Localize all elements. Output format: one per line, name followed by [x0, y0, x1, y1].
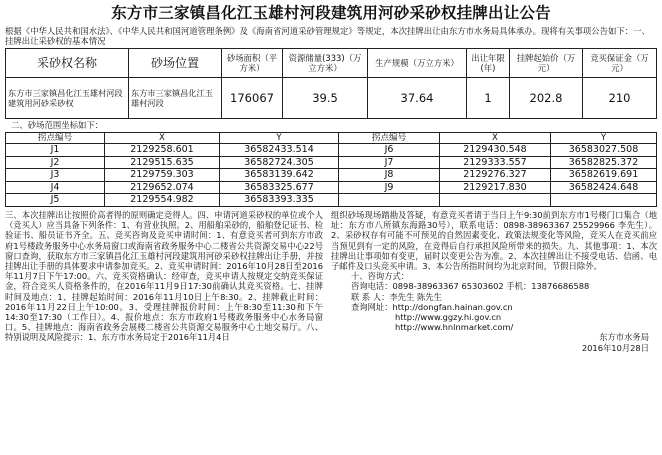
announcement-title: 东方市三家镇昌化江玉雄村河段建筑用河砂采砂权挂牌出让公告 [111, 4, 551, 22]
coord-cell: 36582724.305 [220, 156, 339, 169]
coord-cell: 2129759.303 [105, 169, 220, 182]
coord-header: X [105, 132, 220, 143]
coordinates-table [5, 132, 657, 207]
query-label: 查询网址： [351, 301, 393, 312]
coord-cell: J4 [6, 181, 105, 194]
cell-start-price: 202.8 [510, 78, 583, 119]
mining-rights-table [5, 48, 657, 119]
table-row [6, 144, 657, 157]
signature-date: 2016年10月28日 [581, 342, 649, 353]
contact-person: 联 系 人：李先生 陈先生 [351, 291, 442, 302]
left-column-text: 三、本次挂牌出让按照价高者得的原则确定竞得人。四、申请河道采砂权的单位或个人（竞买人）应当具备下列条件：1、有营业执照。2、用船舶采砂的，船舶登记证书、检验证书、船员证书齐全。五、竞买咨询及竞买申请时间：1、有意竞买者可到东方市政府1号楼政务服务中心水务局窗口或海南省政务服务中心二楼省公共资源交易中心22号窗口查询，获取东方市三家镇昌化江玉雄村河段建筑用河砂采砂权挂牌出让手册，并按挂牌出让手册的具体要求申请参加竞买。2、竞买申请时间：2016年10月28日至2016年11月7日下午17:00。六、竞买资格确认：经审查，竞买申请人按规定交纳竞买保证金，符合竞买人资格条件的，在2016年11月9日17:30前确认其竞买资格。七、挂牌时间及地点：1、挂牌起始时间：2016年11月10日上午8:30。2、挂牌截止时间：2016年11月22日上午10:00。3、受理挂牌报价时间：上午8:30至11:30和下午14:30至17:30（工作日）。4、报价地点：东方市政府1号楼政务服务中心水务局窗口。5、挂牌地点：海南省政务会展楼二楼省公共资源交易服务中心土地交易厅。八、特别说明及风险提示：1、东方市水务局定于2016年11月4日 [5, 210, 323, 343]
coord-cell: J8 [339, 169, 440, 182]
table-header-row [6, 49, 657, 78]
coord-cell: 2129430.548 [440, 144, 551, 157]
header-start-price: 挂牌起始价（万元） [510, 49, 583, 78]
header-reserves: 资源储量(333)（万立方米） [283, 49, 368, 78]
table-row [6, 156, 657, 169]
query-url-row [351, 302, 657, 312]
right-column [331, 210, 657, 353]
table-row [6, 194, 657, 207]
coord-cell: 36583325.677 [220, 181, 339, 194]
header-right-name: 采砂权名称 [6, 49, 129, 78]
table-row [6, 181, 657, 194]
coord-cell: J1 [6, 144, 105, 157]
header-location: 砂场位置 [129, 49, 222, 78]
coord-header: 拐点编号 [339, 132, 440, 143]
cell-area: 176067 [222, 78, 283, 119]
coord-cell: 2129554.982 [105, 194, 220, 207]
contact-phone: 咨询电话：0898-38963367 65303602 手机：13876686588 [351, 281, 590, 292]
coord-cell [551, 194, 657, 207]
coord-cell: 2129652.074 [105, 181, 220, 194]
coord-cell: 2129333.557 [440, 156, 551, 169]
coord-cell [440, 194, 551, 207]
coord-cell: 36583027.508 [551, 144, 657, 157]
coord-cell: J9 [339, 181, 440, 194]
section-two-heading: 二、砂场范围坐标如下： [11, 120, 104, 131]
table-row [6, 169, 657, 182]
cell-location: 东方市三家镇昌化江玉雄村河段 [129, 78, 222, 119]
coord-cell: 2129217.830 [440, 181, 551, 194]
coord-header: 拐点编号 [6, 132, 105, 143]
coord-cell [339, 194, 440, 207]
coord-header: Y [551, 132, 657, 143]
coord-cell: 36582619.691 [551, 169, 657, 182]
body-columns [5, 210, 657, 353]
coord-cell: 36582433.514 [220, 144, 339, 157]
contact-heading: 十、咨询方式： [351, 271, 410, 282]
header-area: 砂场面积（平方米） [222, 49, 283, 78]
cell-scale: 37.64 [368, 78, 467, 119]
coord-cell: J7 [339, 156, 440, 169]
cell-deposit: 210 [583, 78, 657, 119]
coord-header: X [440, 132, 551, 143]
coord-cell: 2129258.601 [105, 144, 220, 157]
signature-org: 东方市水务局 [599, 332, 649, 343]
coord-cell: J6 [339, 144, 440, 157]
table-row [6, 78, 657, 119]
header-deposit: 竞买保证金（万元） [583, 49, 657, 78]
coord-cell: 36582424.648 [551, 181, 657, 194]
coord-header-row [6, 132, 657, 143]
coord-cell: 2129515.635 [105, 156, 220, 169]
header-years: 出让年限(年) [467, 49, 510, 78]
cell-right-name: 东方市三家镇昌化江玉雄村河段建筑用河砂采砂权 [6, 78, 129, 119]
query-url-1: http://dongfan.hainan.gov.cn [392, 301, 513, 312]
cell-reserves: 39.5 [283, 78, 368, 119]
coord-cell: J5 [6, 194, 105, 207]
coord-cell: J2 [6, 156, 105, 169]
coord-cell: J3 [6, 169, 105, 182]
cell-years: 1 [467, 78, 510, 119]
intro-paragraph: 根据《中华人民共和国水法》、《中华人民共和国河道管理条例》及《海南省河道采砂管理规定》等规定，本次挂牌出让由东方市水务局具体承办。现将有关事项公告如下：一、挂牌出让采砂权的基本情况 [5, 25, 650, 47]
coord-cell: 36582825.372 [551, 156, 657, 169]
coord-header: Y [220, 132, 339, 143]
coord-cell: 36583139.642 [220, 169, 339, 182]
right-column-text: 组织砂场现场踏勘及答疑，有意竞买者请于当日上午9:30前到东方市1号楼门口集合（地址：东方市八所镇东海路30号），联系电话：0898-38963367 25529966 李先生）。2、采砂权存有可能不可预见的自然因素变化、政策法规变化等风险，竞买人在竞买前应当预见到有一定的风险，在竞得后自行承担风险所带来的损失。九、其他事项：1、本次挂牌出让事项如有变更，届时以变更公告为准。2、本次挂牌出让不接受电话、信函、电子邮件及口头竞买申请。3、本公告所指时间均为北京时间，节假日除外。 [331, 210, 657, 272]
query-url-3: http://www.hnlnmarket.com/ [395, 322, 514, 333]
header-scale: 生产规模（万立方米） [368, 49, 467, 78]
query-url-2: http://www.ggzy.hi.gov.cn [395, 312, 502, 323]
coord-cell: 2129276.327 [440, 169, 551, 182]
coord-cell: 36583393.335 [220, 194, 339, 207]
contact-block [351, 271, 657, 332]
